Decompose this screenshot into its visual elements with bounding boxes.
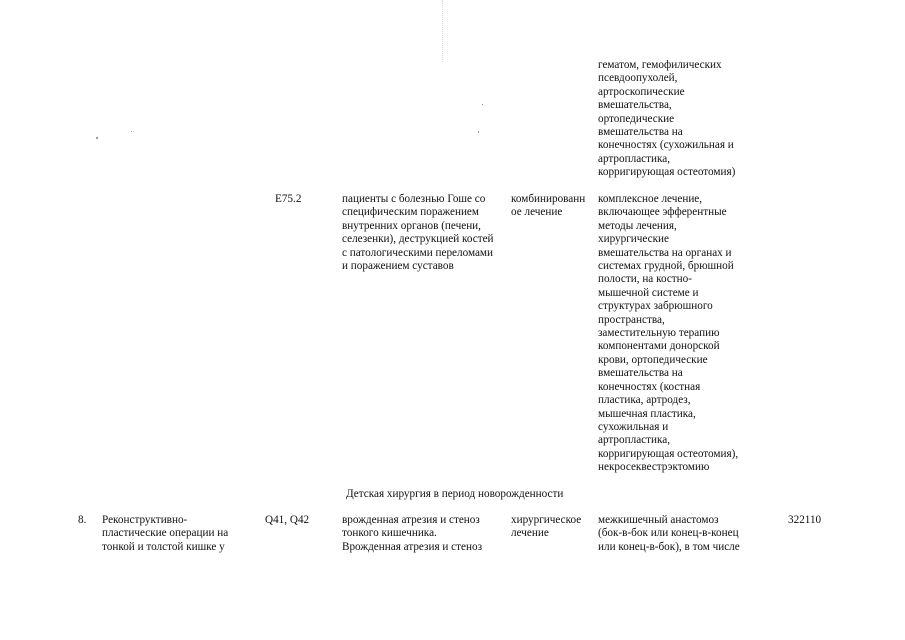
row8-name-cell [102,514,262,554]
method-line: или конец-в-бок), в том числе [598,540,740,553]
method-line: конечностях (костная [598,380,701,393]
patient-model-line: специфическим поражением [342,206,479,219]
section-heading [346,488,563,501]
procedure-name-line: Реконструктивно- [102,514,188,526]
method-line: псевдоопухолей, [598,72,678,85]
method-line: системах грудной, брюшной [598,260,734,273]
scan-speck [96,137,98,139]
e752-patient-model-cell [342,193,507,273]
method-line: ортопедические [598,112,675,125]
method-line: гематом, гемофилических [598,59,722,71]
method-line: артропластика, [598,434,671,447]
cost-value: 322110 [788,514,822,526]
method-line: конечностях (сухожильная и [598,139,734,152]
scan-speck [482,104,483,105]
section-heading-text: Детская хирургия в период новорожденности [346,488,564,500]
e752-code-cell [275,193,301,206]
treatment-type-line: хирургическое [511,514,582,526]
method-line: артроскопические [598,85,685,98]
procedure-name-line: пластические операции на [102,527,229,540]
e752-method-cell [598,193,758,475]
e752-treatment-type-cell [511,193,595,220]
prev-row-method-cell [598,59,758,180]
scan-speck [131,131,132,132]
method-line: межкишечный анастомоз [598,514,719,526]
method-line: корригирующая остеотомия), [598,447,739,460]
patient-model-line: Врожденная атрезия и стеноз [342,540,482,553]
method-line: вмешательства на органах и [598,246,732,259]
patient-model-line: селезенки), деструкцией костей [342,233,494,246]
patient-model-line: с патологическими переломами [342,246,493,259]
method-line: пространства, [598,313,665,326]
method-line: (бок-в-бок или конец-в-конец [598,527,739,540]
row8-number-cell [78,514,86,527]
scan-fold-mark [442,0,443,62]
icd-code: Q41, Q42 [265,514,310,526]
treatment-type-line: комбинированн [511,193,586,205]
row8-cost-cell [788,514,821,527]
patient-model-line: врожденная атрезия и стеноз [342,514,480,526]
method-line: крови, ортопедические [598,353,708,366]
method-line: артропластика, [598,152,671,165]
row8-code-cell [265,514,309,527]
icd-code: E75.2 [275,193,302,205]
method-line: заместительную терапию [598,327,720,340]
treatment-type-line: лечение [511,527,549,540]
patient-model-line: и поражением суставов [342,260,454,273]
method-line: структурах забрюшного [598,300,713,313]
row-number: 8. [78,514,87,526]
row8-treatment-type-cell [511,514,595,541]
method-line: пластика, артродез, [598,394,691,407]
method-line: мышечная пластика, [598,407,696,420]
treatment-type-line: ое лечение [511,206,563,219]
method-line: вмешательства на [598,126,683,139]
method-line: сухожильная и [598,420,669,433]
method-line: компонентами донорской [598,340,720,353]
method-line: комплексное лечение, [598,193,703,205]
method-line: вмешательства на [598,367,683,380]
patient-model-line: тонкого кишечника. [342,527,437,540]
method-line: методы лечения, [598,219,677,232]
row8-patient-model-cell [342,514,507,554]
method-line: корригирующая остеотомия) [598,166,736,179]
patient-model-line: пациенты с болезнью Гоше со [342,193,486,205]
procedure-name-line: тонкой и толстой кишке у [102,540,225,553]
method-line: мышечной системе и [598,286,699,299]
row8-method-cell [598,514,768,554]
method-line: включающее эфферентные [598,206,727,219]
method-line: вмешательства, [598,99,672,112]
method-line: некросеквестрэктомию [598,461,710,474]
scan-speck [478,131,479,133]
patient-model-line: внутренних органов (печени, [342,219,481,232]
method-line: хирургические [598,233,670,246]
method-line: полости, на костно- [598,273,692,286]
